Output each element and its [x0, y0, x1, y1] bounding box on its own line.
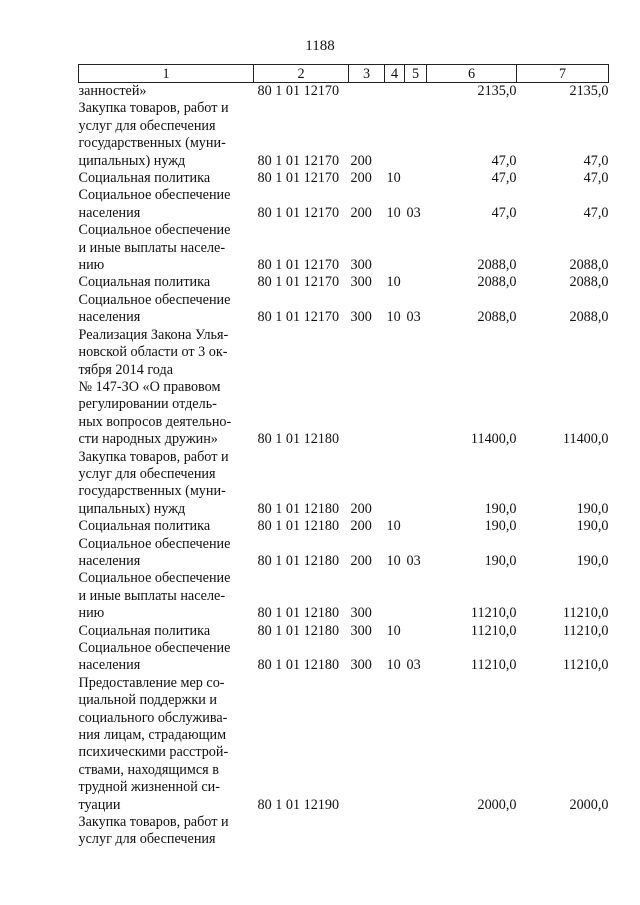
item-name-line: населения	[78, 309, 141, 326]
item-name-line: Социальное обеспечение	[78, 640, 231, 656]
item-name-line: новской области от 3 ок-	[78, 344, 228, 361]
amount-col-7: 11210,0	[562, 605, 609, 622]
item-name-line: сти народных дружин»	[78, 431, 218, 448]
section-code	[385, 100, 405, 170]
target-article-code: 80 1 01 12170	[257, 204, 340, 221]
item-name	[79, 222, 254, 274]
section-code: 10	[386, 274, 401, 291]
item-name	[79, 675, 254, 814]
amount-col-6: 190,0	[484, 552, 517, 569]
expense-type-code	[349, 814, 385, 849]
item-name-line: ных вопросов деятельно-	[78, 413, 232, 430]
item-name-line: Социальное обеспечение	[78, 535, 231, 552]
amount-col-6: 2135,0	[477, 83, 517, 99]
item-name-line: ствами, находящимся в	[78, 761, 219, 778]
section-code	[385, 675, 405, 814]
subsection-code	[405, 449, 427, 519]
item-name	[79, 518, 254, 535]
item-name-line: регулировании отдель-	[78, 396, 217, 413]
header-col-6: 6	[427, 65, 517, 83]
amount-col-6	[427, 814, 517, 849]
section-code	[385, 814, 405, 849]
expense-type-code	[349, 83, 385, 101]
amount-col-6: 11210,0	[470, 622, 517, 639]
expense-type-code: 200	[350, 518, 372, 535]
item-name-line: Социальная политика	[78, 518, 211, 535]
target-article-code: 80 1 01 12180	[257, 518, 340, 535]
subsection-code	[405, 623, 427, 640]
amount-col-7: 2088,0	[569, 274, 609, 291]
subsection-code	[405, 83, 427, 101]
amount-col-7: 2088,0	[569, 257, 609, 274]
item-name-line: Закупка товаров, работ и	[78, 100, 229, 117]
header-col-2: 2	[254, 65, 349, 83]
amount-col-7: 2135,0	[569, 83, 609, 99]
item-name-line: Социальное обеспечение	[78, 187, 231, 204]
expense-type-code: 200	[350, 152, 372, 169]
item-name-line: населения	[78, 204, 141, 221]
item-name-line: Предоставление мер со-	[78, 674, 225, 691]
table-row	[79, 536, 609, 571]
item-name-line: и иные выплаты населе-	[78, 587, 226, 604]
table-row	[79, 222, 609, 274]
item-name-line: услуг для обеспечения	[78, 465, 216, 482]
amount-col-6: 11210,0	[470, 657, 517, 674]
target-article-code: 80 1 01 12170	[257, 274, 340, 291]
amount-col-7: 190,0	[576, 518, 609, 535]
header-col-7: 7	[517, 65, 609, 83]
target-article-code: 80 1 01 12170	[257, 309, 340, 326]
section-code: 10	[386, 518, 401, 535]
item-name-line: государственных (муни-	[78, 483, 226, 500]
table-row	[79, 187, 609, 222]
item-name-line: тября 2014 года	[78, 361, 174, 378]
subsection-code: 03	[406, 204, 421, 221]
target-article-code: 80 1 01 12170	[257, 170, 340, 187]
expense-type-code: 300	[350, 605, 372, 622]
expense-type-code	[349, 675, 385, 814]
item-name	[79, 814, 254, 849]
amount-col-7: 190,0	[576, 500, 609, 517]
section-code: 10	[386, 622, 401, 639]
table-row	[79, 83, 609, 101]
expense-type-code: 200	[350, 204, 372, 221]
amount-col-6: 47,0	[491, 204, 517, 221]
item-name-line: трудной жизненной си-	[78, 779, 220, 796]
item-name-line: Социальная политика	[78, 622, 211, 639]
subsection-code: 03	[406, 552, 421, 569]
item-name-line: Социальная политика	[78, 170, 211, 187]
header-col-3: 3	[349, 65, 385, 83]
table-row	[79, 274, 609, 291]
budget-table	[78, 64, 609, 849]
item-name-line: населения	[78, 552, 141, 569]
item-name-line: Социальное обеспечение	[78, 291, 231, 308]
subsection-code	[405, 570, 427, 622]
expense-type-code: 200	[350, 552, 372, 569]
item-name-line: № 147-ЗО «О правовом	[78, 378, 221, 395]
expense-type-code: 200	[350, 500, 372, 517]
header-col-1: 1	[79, 65, 254, 83]
amount-col-6: 11210,0	[470, 605, 517, 622]
amount-col-7	[517, 814, 609, 849]
target-article-code: 80 1 01 12180	[257, 552, 340, 569]
item-name	[79, 170, 254, 187]
table-body	[79, 83, 609, 849]
amount-col-6: 47,0	[491, 170, 517, 187]
subsection-code	[405, 814, 427, 849]
amount-col-7: 47,0	[583, 204, 609, 221]
amount-col-6: 2088,0	[477, 274, 517, 291]
amount-col-7: 2000,0	[569, 796, 609, 813]
amount-col-6: 190,0	[484, 500, 517, 517]
table-row	[79, 640, 609, 675]
item-name-line: нию	[78, 257, 105, 274]
item-name	[79, 83, 254, 101]
section-code	[385, 83, 405, 101]
item-name-line: туации	[78, 796, 121, 813]
amount-col-6: 47,0	[491, 152, 517, 169]
subsection-code	[405, 675, 427, 814]
expense-type-code: 300	[350, 274, 372, 291]
target-article-code: 80 1 01 12170	[257, 83, 340, 99]
expense-type-code	[349, 327, 385, 449]
amount-col-7: 11400,0	[562, 431, 609, 448]
table-row	[79, 449, 609, 519]
amount-col-7: 2088,0	[569, 309, 609, 326]
item-name	[79, 100, 254, 170]
target-article-code: 80 1 01 12180	[257, 622, 340, 639]
item-name	[79, 640, 254, 675]
header-col-4: 4	[385, 65, 405, 83]
amount-col-7: 11210,0	[562, 622, 609, 639]
header-col-5: 5	[405, 65, 427, 83]
amount-col-7: 47,0	[583, 152, 609, 169]
expense-type-code: 300	[350, 257, 372, 274]
section-code: 10	[386, 309, 401, 326]
subsection-code	[405, 170, 427, 187]
subsection-code	[405, 222, 427, 274]
section-code	[385, 449, 405, 519]
item-name-line: психическими расстрой-	[78, 744, 229, 761]
subsection-code	[405, 274, 427, 291]
section-code	[385, 222, 405, 274]
item-name-line: ципальных) нужд	[78, 152, 186, 169]
section-code	[385, 327, 405, 449]
item-name	[79, 449, 254, 519]
table-row	[79, 518, 609, 535]
amount-col-6: 11400,0	[470, 431, 517, 448]
table-row	[79, 814, 609, 849]
section-code: 10	[386, 170, 401, 187]
item-name	[79, 274, 254, 291]
expense-type-code: 300	[350, 657, 372, 674]
item-name-line: Закупка товаров, работ и	[78, 814, 229, 831]
target-article-code: 80 1 01 12170	[257, 152, 340, 169]
item-name-line: занностей»	[78, 83, 147, 99]
item-name-line: населения	[78, 657, 141, 674]
item-name	[79, 570, 254, 622]
section-code	[385, 570, 405, 622]
item-name	[79, 327, 254, 449]
item-name-line: Закупка товаров, работ и	[78, 448, 229, 465]
table-header	[79, 65, 609, 83]
table-row	[79, 675, 609, 814]
section-code: 10	[386, 552, 401, 569]
item-name-line: Реализация Закона Улья-	[78, 326, 229, 343]
target-article-code	[254, 814, 349, 849]
item-name	[79, 623, 254, 640]
item-name-line: Социальное обеспечение	[78, 570, 231, 587]
table-row	[79, 170, 609, 187]
amount-col-7: 11210,0	[562, 657, 609, 674]
item-name-line: циальной поддержки и	[78, 692, 218, 709]
target-article-code: 80 1 01 12170	[257, 257, 340, 274]
table-row	[79, 292, 609, 327]
item-name-line: нию	[78, 605, 105, 622]
expense-type-code: 200	[350, 170, 372, 187]
subsection-code	[405, 100, 427, 170]
subsection-code: 03	[406, 657, 421, 674]
item-name-line: услуг для обеспечения	[78, 117, 216, 134]
table-row	[79, 570, 609, 622]
item-name-line: Социальная политика	[78, 274, 211, 291]
amount-col-7: 47,0	[583, 170, 609, 187]
amount-col-6: 2088,0	[477, 309, 517, 326]
section-code: 10	[386, 657, 401, 674]
item-name-line: ния лицам, страдающим	[78, 727, 227, 744]
target-article-code: 80 1 01 12180	[257, 500, 340, 517]
expense-type-code: 300	[350, 309, 372, 326]
item-name	[79, 187, 254, 222]
item-name-line: и иные выплаты населе-	[78, 239, 226, 256]
amount-col-6: 2000,0	[477, 796, 517, 813]
item-name-line: ципальных) нужд	[78, 500, 186, 517]
subsection-code: 03	[406, 309, 421, 326]
subsection-code	[405, 327, 427, 449]
target-article-code: 80 1 01 12180	[257, 657, 340, 674]
item-name-line: Социальное обеспечение	[78, 222, 231, 239]
item-name-line: государственных (муни-	[78, 135, 226, 152]
expense-type-code: 300	[350, 622, 372, 639]
target-article-code: 80 1 01 12180	[257, 605, 340, 622]
subsection-code	[405, 518, 427, 535]
target-article-code: 80 1 01 12180	[257, 431, 340, 448]
amount-col-6: 190,0	[484, 518, 517, 535]
table-row	[79, 623, 609, 640]
section-code: 10	[386, 204, 401, 221]
target-article-code: 80 1 01 12190	[257, 796, 340, 813]
item-name-line: услуг для обеспечения	[78, 831, 216, 848]
item-name-line: социального обслужива-	[78, 709, 228, 726]
item-name	[79, 292, 254, 327]
table-row	[79, 100, 609, 170]
amount-col-7: 190,0	[576, 552, 609, 569]
item-name	[79, 536, 254, 571]
page-number: 1188	[305, 38, 335, 54]
amount-col-6: 2088,0	[477, 257, 517, 274]
table-row	[79, 327, 609, 449]
